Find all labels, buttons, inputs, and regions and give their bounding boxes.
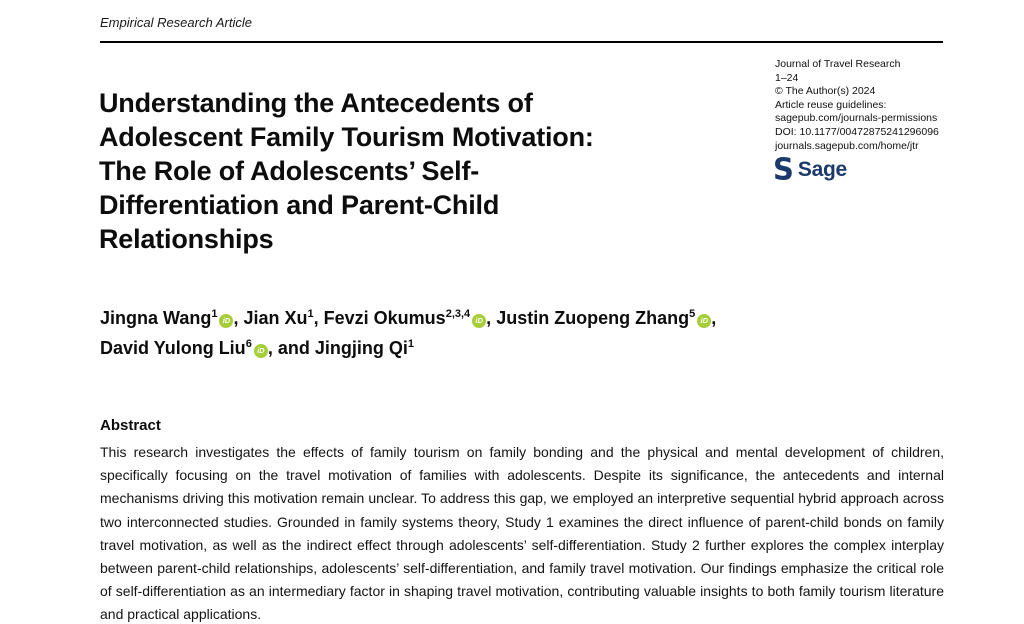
- author-affiliation-superscript: 2,3,4: [445, 308, 471, 320]
- sage-publisher-name: Sage: [797, 157, 847, 181]
- journal-name: Journal of Travel Research: [775, 58, 901, 70]
- page-range: 1–24: [775, 71, 799, 84]
- orcid-icon[interactable]: iD: [472, 314, 486, 328]
- sage-logo-icon: S: [773, 151, 794, 187]
- journal-info-block: [775, 58, 970, 153]
- author-affiliation-superscript: 6: [245, 338, 252, 350]
- orcid-icon[interactable]: iD: [254, 344, 268, 358]
- doi-line: DOI: 10.1177/00472875241296096: [775, 125, 939, 138]
- journal-url[interactable]: journals.sagepub.com/home/jtr: [775, 139, 919, 152]
- orcid-icon[interactable]: iD: [697, 314, 711, 328]
- article-title-line: The Role of Adolescents’ Self-: [99, 156, 480, 186]
- article-title-line: Adolescent Family Tourism Motivation:: [99, 122, 594, 152]
- author-affiliation-superscript: 1: [307, 308, 314, 320]
- author: Fevzi Okumus$^{2,3,4}$iD ,: [323, 308, 497, 328]
- author-separator: ,: [486, 308, 497, 328]
- header-divider: [100, 41, 943, 43]
- author-line: [100, 333, 820, 363]
- author-affiliation-superscript: 5: [689, 308, 696, 320]
- permissions-url[interactable]: sagepub.com/journals-permissions: [775, 112, 938, 125]
- author-affiliation-superscript: 1: [211, 308, 218, 320]
- article-title-line: Differentiation and Parent-Child: [99, 190, 500, 220]
- author: David Yulong Liu$^6$iD , and: [100, 338, 315, 358]
- author-list: [100, 303, 820, 363]
- abstract-body: This research investigates the effects of family tourism on family bonding and the physical and mental development of children, specifically focusing on the travel motivation of families with adolescents. Despite its significance, the antecedents and internal mechanisms driving this motivation remain unclear. To address this gap, we employed an interpretive sequential hybrid approach across two interconnected studies. Grounded in family systems theory, Study 1 examines the direct influence of parent-child bonds on family travel motivation, as well as the indirect effect through adolescents’ self-differentiation. Study 2 further explores the complex interplay between parent-child relationships, adolescents’ self-differentiation, and family travel motivation. Our findings emphasize the critical role of self-differentiation as an intermediary factor in shaping travel motivation, contributing valuable insights to both family tourism literature and practical applications.: [100, 444, 944, 623]
- orcid-icon[interactable]: iD: [219, 314, 233, 328]
- author-separator: ,: [233, 308, 244, 328]
- author-separator: ,: [711, 308, 717, 328]
- author: Justin Zuopeng Zhang$^5$iD ,: [496, 308, 717, 328]
- article-type-label: Empirical Research Article: [100, 15, 252, 30]
- author-separator: ,: [313, 308, 324, 328]
- author: Jingna Wang$^1$iD ,: [100, 308, 244, 328]
- author-affiliation-superscript: 1: [407, 338, 414, 350]
- article-title-line: Relationships: [99, 224, 274, 254]
- abstract-heading: Abstract: [100, 417, 161, 434]
- author: Jingjing Qi$^1$: [314, 338, 414, 358]
- reuse-guidelines-label: Article reuse guidelines:: [775, 98, 887, 111]
- author: Jian Xu$^1$,: [243, 308, 324, 328]
- sage-logo: [773, 151, 847, 187]
- abstract-section: [100, 417, 944, 624]
- article-title: [99, 86, 759, 256]
- article-title-line: Understanding the Antecedents of: [99, 88, 533, 118]
- author-line: [100, 303, 820, 333]
- author-separator: , and: [267, 338, 315, 358]
- copyright-line: © The Author(s) 2024: [775, 85, 876, 98]
